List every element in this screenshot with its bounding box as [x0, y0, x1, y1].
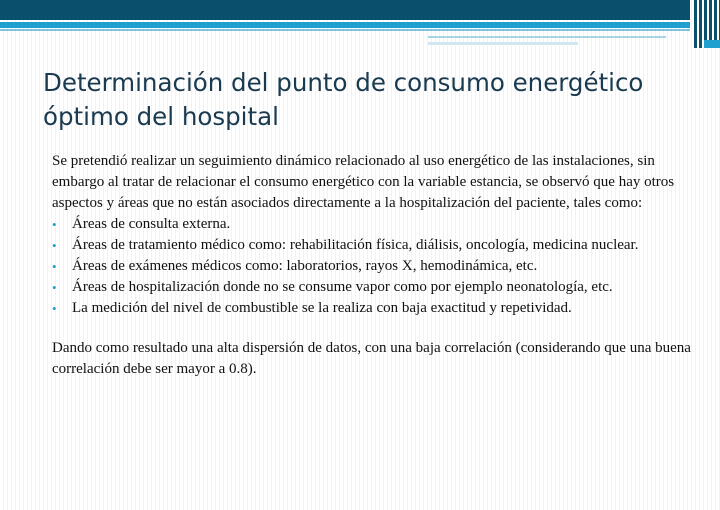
header-accent-line-short — [428, 42, 578, 45]
list-item — [52, 298, 692, 319]
header-band-light — [0, 22, 690, 28]
header-accent-line — [428, 36, 666, 38]
bullet-icon: • — [52, 259, 57, 274]
list-item-text: Áreas de hospitalización donde no se consume vapor como por ejemplo neonatología, etc. — [72, 279, 613, 295]
list-item — [52, 256, 692, 277]
list-item — [52, 277, 692, 298]
corner-accent — [704, 40, 720, 48]
bullet-icon: • — [52, 238, 57, 253]
conclusion-paragraph: Dando como resultado una alta dispersión de datos, con una baja correlación (considerando que una buena correlación debe ser mayor a 0.8). — [52, 340, 691, 377]
bullet-icon: • — [52, 217, 57, 232]
header-band-dark — [0, 0, 690, 20]
bullet-icon: • — [52, 280, 57, 295]
header-divider — [0, 29, 690, 31]
bullet-list — [52, 214, 692, 319]
list-item-text: Áreas de exámenes médicos como: laboratorios, rayos X, hemodinámica, etc. — [72, 258, 538, 274]
list-item — [52, 235, 692, 256]
intro-paragraph: Se pretendió realizar un seguimiento dinámico relacionado al uso energético de las instalaciones, sin embargo al tratar de relacionar el consumo energético con la variable estancia, se observó que hay otros aspectos y áreas que no están asociados directamente a la hospitalización del paciente, tales como: — [52, 153, 675, 211]
list-item — [52, 214, 692, 235]
list-item-text: Áreas de tratamiento médico como: rehabilitación física, diálisis, oncología, medicina nuclear. — [72, 237, 639, 253]
slide-title: Determinación del punto de consumo energético óptimo del hospital — [43, 68, 644, 131]
list-item-text: La medición del nivel de combustible se la realiza con baja exactitud y repetividad. — [72, 300, 572, 316]
slide-body — [52, 151, 692, 380]
list-item-text: Áreas de consulta externa. — [72, 216, 231, 232]
bullet-icon: • — [52, 301, 57, 316]
